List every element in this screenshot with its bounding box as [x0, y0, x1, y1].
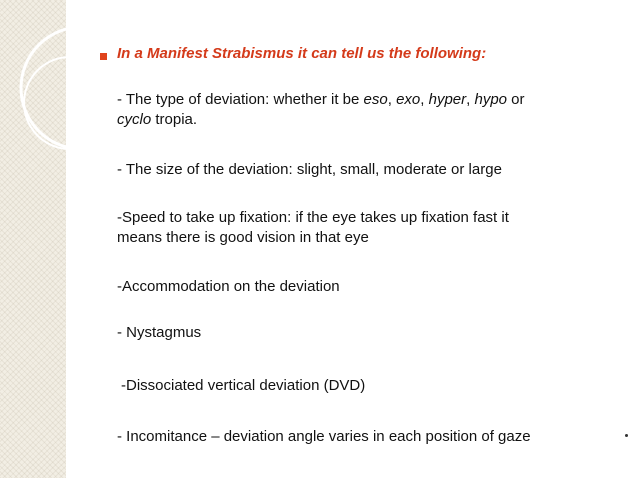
separator: or — [507, 91, 525, 108]
term-exo: exo — [396, 91, 421, 108]
separator: , — [466, 91, 475, 108]
list-item-fixation-speed — [117, 208, 622, 248]
list-item-deviation-type — [117, 90, 622, 130]
term-hypo: hypo — [474, 91, 508, 108]
item-text: tropia. — [151, 111, 198, 128]
separator: , — [420, 91, 429, 108]
list-item-incomitance: - Incomitance – deviation angle varies in each position of gaze — [117, 428, 531, 445]
item-text-line2: means there is good vision in that eye — [117, 229, 369, 246]
trailing-dot — [625, 434, 628, 437]
separator: , — [387, 91, 397, 108]
item-text: - The type of deviation: whether it be — [117, 91, 364, 108]
arc-inner — [24, 57, 116, 149]
term-hyper: hyper — [428, 91, 467, 108]
square-bullet-icon — [100, 53, 107, 60]
list-item-deviation-size: - The size of the deviation: slight, small, moderate or large — [117, 161, 502, 178]
item-text-line1: -Speed to take up fixation: if the eye takes up fixation fast it — [117, 209, 509, 226]
list-item-accommodation: -Accommodation on the deviation — [117, 278, 340, 295]
slide-heading: In a Manifest Strabismus it can tell us the following: — [117, 45, 487, 62]
list-item-nystagmus: - Nystagmus — [117, 324, 202, 341]
term-cyclo: cyclo — [117, 111, 152, 128]
list-item-dvd: -Dissociated vertical deviation (DVD) — [121, 377, 366, 394]
term-eso: eso — [363, 91, 388, 108]
